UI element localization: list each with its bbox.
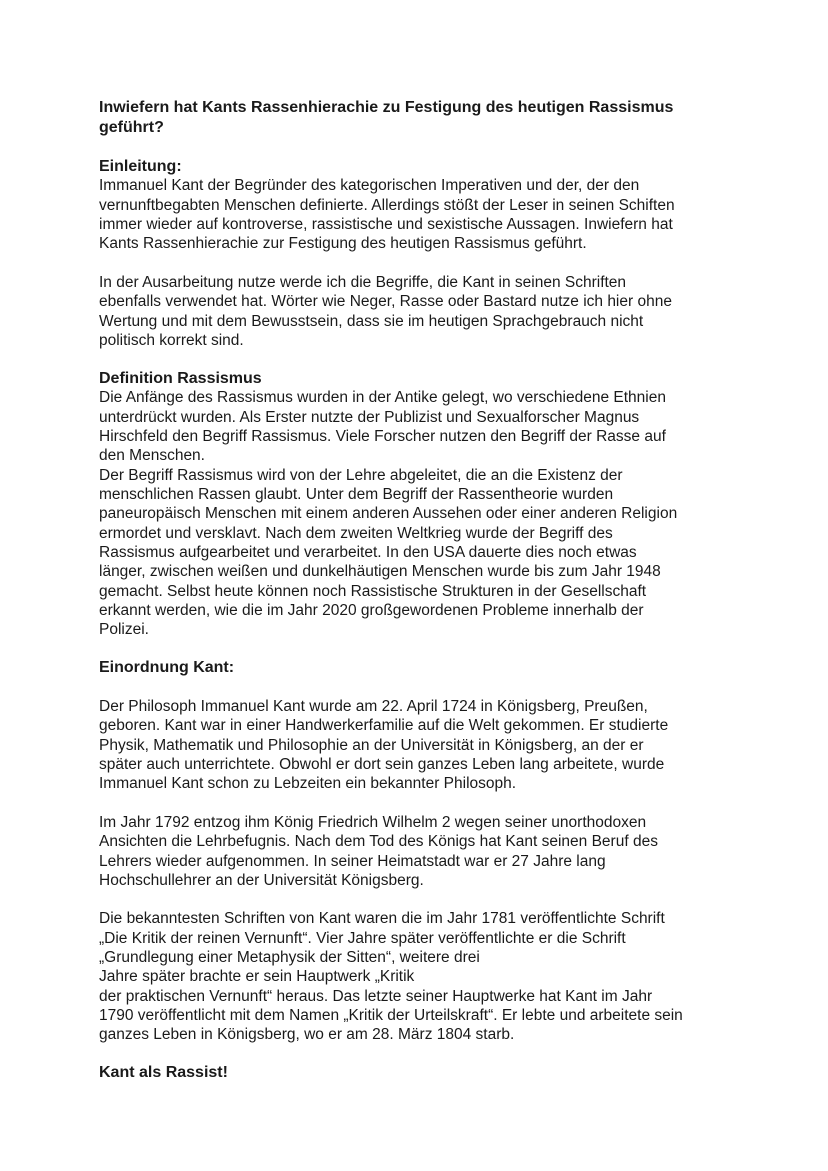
paragraph-line: Der Philosoph Immanuel Kant wurde am 22. April 1724 in Königsberg, Preußen, <box>99 698 648 715</box>
section-heading-einleitung: Einleitung: <box>99 158 182 175</box>
paragraph-line: Immanuel Kant schon zu Lebzeiten ein bekannter Philosoph. <box>99 775 517 792</box>
paragraph-line: Kants Rassenhierachie zur Festigung des heutigen Rassismus geführt. <box>99 235 587 252</box>
paragraph-line: Hochschullehrer an der Universität Königsberg. <box>99 872 424 889</box>
paragraph-line: vernunftbegabten Menschen definierte. Allerdings stößt der Leser in seinen Schiften <box>99 197 675 214</box>
paragraph-line: 1790 veröffentlicht mit dem Namen „Kritik der Urteilskraft“. Er lebte und arbeitete sein <box>99 1007 683 1024</box>
paragraph-line: Polizei. <box>99 621 149 638</box>
paragraph-line: erkannt werden, wie die im Jahr 2020 großgewordenen Probleme innerhalb der <box>99 602 644 619</box>
paragraph-line: Rassismus aufgearbeitet und verarbeitet. In den USA dauerte dies noch etwas <box>99 544 637 561</box>
document-title-line-2: geführt? <box>99 119 164 136</box>
paragraph-line: Wertung und mit dem Bewusstsein, dass sie im heutigen Sprachgebrauch nicht <box>99 313 644 330</box>
paragraph-line: ermordet und versklavt. Nach dem zweiten Weltkrieg wurde der Begriff des <box>99 525 613 542</box>
paragraph-line: paneuropäisch Menschen mit einem anderen Aussehen oder einer anderen Religion <box>99 505 678 522</box>
document-title-line-1: Inwiefern hat Kants Rassenhierachie zu Festigung des heutigen Rassismus <box>99 99 674 116</box>
section-heading-einordnung-kant: Einordnung Kant: <box>99 659 235 676</box>
paragraph-line: geboren. Kant war in einer Handwerkerfamilie auf die Welt gekommen. Er studierte <box>99 717 669 734</box>
paragraph-line: Lehrers wieder aufgenommen. In seiner Heimatstadt war er 27 Jahre lang <box>99 853 606 870</box>
paragraph-line: Physik, Mathematik und Philosophie an der Universität in Königsberg, an der er <box>99 737 644 754</box>
paragraph-line: Der Begriff Rassismus wird von der Lehre abgeleitet, die an die Existenz der <box>99 467 623 484</box>
paragraph-line: In der Ausarbeitung nutze werde ich die Begriffe, die Kant in seinen Schriften <box>99 274 627 291</box>
paragraph-line: „Grundlegung einer Metaphysik der Sitten“, weitere drei <box>99 949 480 966</box>
paragraph-line: „Die Kritik der reinen Vernunft“. Vier Jahre später veröffentlichte er die Schrift <box>99 930 626 947</box>
paragraph-line: unterdrückt wurden. Als Erster nutzte der Publizist und Sexualforscher Magnus <box>99 409 640 426</box>
section-heading-kant-als-rassist: Kant als Rassist! <box>99 1064 228 1081</box>
paragraph-line: Die Anfänge des Rassismus wurden in der Antike gelegt, wo verschiedene Ethnien <box>99 389 666 406</box>
paragraph-line: Hirschfeld den Begriff Rassismus. Viele Forscher nutzen den Begriff der Rasse auf <box>99 428 666 445</box>
paragraph-line: ganzes Leben in Königsberg, wo er am 28. März 1804 starb. <box>99 1026 515 1043</box>
paragraph-line: Jahre später brachte er sein Hauptwerk „Kritik <box>99 968 415 985</box>
paragraph-line: menschlichen Rassen glaubt. Unter dem Begriff der Rassentheorie wurden <box>99 486 614 503</box>
paragraph-line: Ansichten die Lehrbefugnis. Nach dem Tod des Königs hat Kant seinen Beruf des <box>99 833 658 850</box>
paragraph-line: Die bekanntesten Schriften von Kant waren die im Jahr 1781 veröffentlichte Schrift <box>99 910 665 927</box>
paragraph-line: ebenfalls verwendet hat. Wörter wie Neger, Rasse oder Bastard nutze ich hier ohne <box>99 293 672 310</box>
paragraph-line: gemacht. Selbst heute können noch Rassistische Strukturen in der Gesellschaft <box>99 583 647 600</box>
paragraph-line: Im Jahr 1792 entzog ihm König Friedrich Wilhelm 2 wegen seiner unorthodoxen <box>99 814 647 831</box>
paragraph-line: den Menschen. <box>99 447 205 464</box>
paragraph-line: Immanuel Kant der Begründer des kategorischen Imperativen und der, der den <box>99 177 640 194</box>
paragraph-line: immer wieder auf kontroverse, rassistische und sexistische Aussagen. Inwiefern hat <box>99 216 673 233</box>
section-heading-definition-rassismus: Definition Rassismus <box>99 370 262 387</box>
paragraph-line: länger, zwischen weißen und dunkelhäutigen Menschen wurde bis zum Jahr 1948 <box>99 563 661 580</box>
paragraph-line: der praktischen Vernunft“ heraus. Das letzte seiner Hauptwerke hat Kant im Jahr <box>99 988 653 1005</box>
paragraph-line: später auch unterrichtete. Obwohl er dort sein ganzes Leben lang arbeitete, wurde <box>99 756 665 773</box>
paragraph-line: politisch korrekt sind. <box>99 332 244 349</box>
